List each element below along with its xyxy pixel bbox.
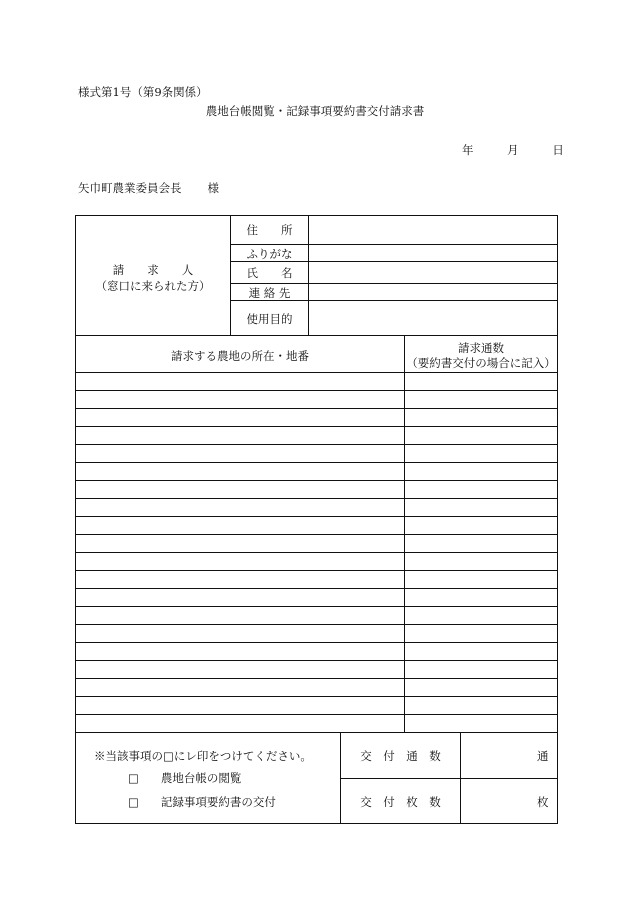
addressee xyxy=(78,180,219,196)
list-row-location-field[interactable] xyxy=(77,409,403,425)
list-row-count-field[interactable] xyxy=(406,391,556,407)
list-row-count-field[interactable] xyxy=(406,463,556,479)
list-row-count-field[interactable] xyxy=(406,427,556,443)
option-view-ledger-label: 農地台帳の閲覧 xyxy=(160,771,242,785)
field-label-furigana: ふりがな xyxy=(246,247,293,261)
list-row-count-field[interactable] xyxy=(406,481,556,497)
list-row-location-field[interactable] xyxy=(77,607,403,623)
option-issue-summary[interactable] xyxy=(128,794,276,810)
list-row-count-field[interactable] xyxy=(406,373,556,389)
form-number: 様式第1号（第9条関係） xyxy=(78,85,208,99)
checkbox-view-ledger[interactable]: □ xyxy=(128,771,139,785)
address-field[interactable] xyxy=(309,216,556,243)
date-day-label[interactable]: 日 xyxy=(552,143,564,157)
addressee-name: 矢巾町農業委員会長 xyxy=(78,181,182,195)
list-row-location-field[interactable] xyxy=(77,697,403,713)
list-row-location-field[interactable] xyxy=(77,553,403,569)
date-year-label[interactable]: 年 xyxy=(462,143,474,157)
list-row-count-field[interactable] xyxy=(406,625,556,641)
list-row-location-field[interactable] xyxy=(77,535,403,551)
issue-copies-unit: 通 xyxy=(537,749,549,763)
location-header: 請求する農地の所在・地番 xyxy=(171,349,309,363)
checkbox-instruction: ※当該事項の□にレ印をつけてください。 xyxy=(94,749,312,763)
count-header xyxy=(405,341,557,371)
list-row-location-field[interactable] xyxy=(77,571,403,587)
list-row-location-field[interactable] xyxy=(77,625,403,641)
count-header-line1: 請求通数 xyxy=(458,341,504,355)
date-line xyxy=(462,142,564,158)
name-field[interactable] xyxy=(309,262,556,282)
page-title: 農地台帳閲覧・記録事項要約書交付請求書 xyxy=(205,104,425,118)
list-row-location-field[interactable] xyxy=(77,481,403,497)
list-row-location-field[interactable] xyxy=(77,391,403,407)
list-row-count-field[interactable] xyxy=(406,517,556,533)
list-row-location-field[interactable] xyxy=(77,589,403,605)
list-row-location-field[interactable] xyxy=(77,463,403,479)
requester-sublabel: （窓口に来られた方） xyxy=(95,279,211,293)
list-row-location-field[interactable] xyxy=(77,643,403,659)
furigana-field[interactable] xyxy=(309,245,556,260)
section-divider-requester xyxy=(75,335,558,336)
list-row-location-field[interactable] xyxy=(77,499,403,515)
field-label-contact: 連 絡 先 xyxy=(248,286,291,300)
list-row-count-field[interactable] xyxy=(406,697,556,713)
purpose-field[interactable] xyxy=(309,301,556,334)
list-row-count-field[interactable] xyxy=(406,607,556,623)
option-issue-summary-label: 記録事項要約書の交付 xyxy=(160,795,276,809)
contact-field[interactable] xyxy=(309,284,556,299)
field-label-address: 住 所 xyxy=(246,223,293,237)
date-month-label[interactable]: 月 xyxy=(507,143,519,157)
checkbox-issue-summary[interactable]: □ xyxy=(128,795,139,809)
requester-label: 請 求 人 xyxy=(112,263,194,277)
list-row-count-field[interactable] xyxy=(406,589,556,605)
list-row-count-field[interactable] xyxy=(406,499,556,515)
list-row-count-field[interactable] xyxy=(406,661,556,677)
list-row-location-field[interactable] xyxy=(77,427,403,443)
issue-copies-label: 交 付 通 数 xyxy=(360,749,441,763)
list-row-count-field[interactable] xyxy=(406,445,556,461)
list-row-count-field[interactable] xyxy=(406,409,556,425)
list-row-location-field[interactable] xyxy=(77,373,403,389)
list-row-count-field[interactable] xyxy=(406,535,556,551)
list-row-location-field[interactable] xyxy=(77,517,403,533)
field-label-name: 氏 名 xyxy=(246,266,293,280)
addressee-honorific: 様 xyxy=(207,181,219,195)
list-row-location-field[interactable] xyxy=(77,445,403,461)
list-row-location-field[interactable] xyxy=(77,679,403,695)
issue-sheets-label: 交 付 枚 数 xyxy=(360,795,441,809)
list-row-count-field[interactable] xyxy=(406,553,556,569)
issue-sheets-unit: 枚 xyxy=(537,795,549,809)
requester-label-block xyxy=(76,262,230,294)
list-row-count-field[interactable] xyxy=(406,679,556,695)
field-label-purpose: 使用目的 xyxy=(246,312,293,326)
list-row-count-field[interactable] xyxy=(406,643,556,659)
list-row-count-field[interactable] xyxy=(406,571,556,587)
option-view-ledger[interactable] xyxy=(128,770,241,786)
list-row-location-field[interactable] xyxy=(77,715,403,731)
count-header-line2: （要約書交付の場合に記入） xyxy=(406,356,556,370)
list-row-count-field[interactable] xyxy=(406,715,556,731)
list-row-location-field[interactable] xyxy=(77,661,403,677)
